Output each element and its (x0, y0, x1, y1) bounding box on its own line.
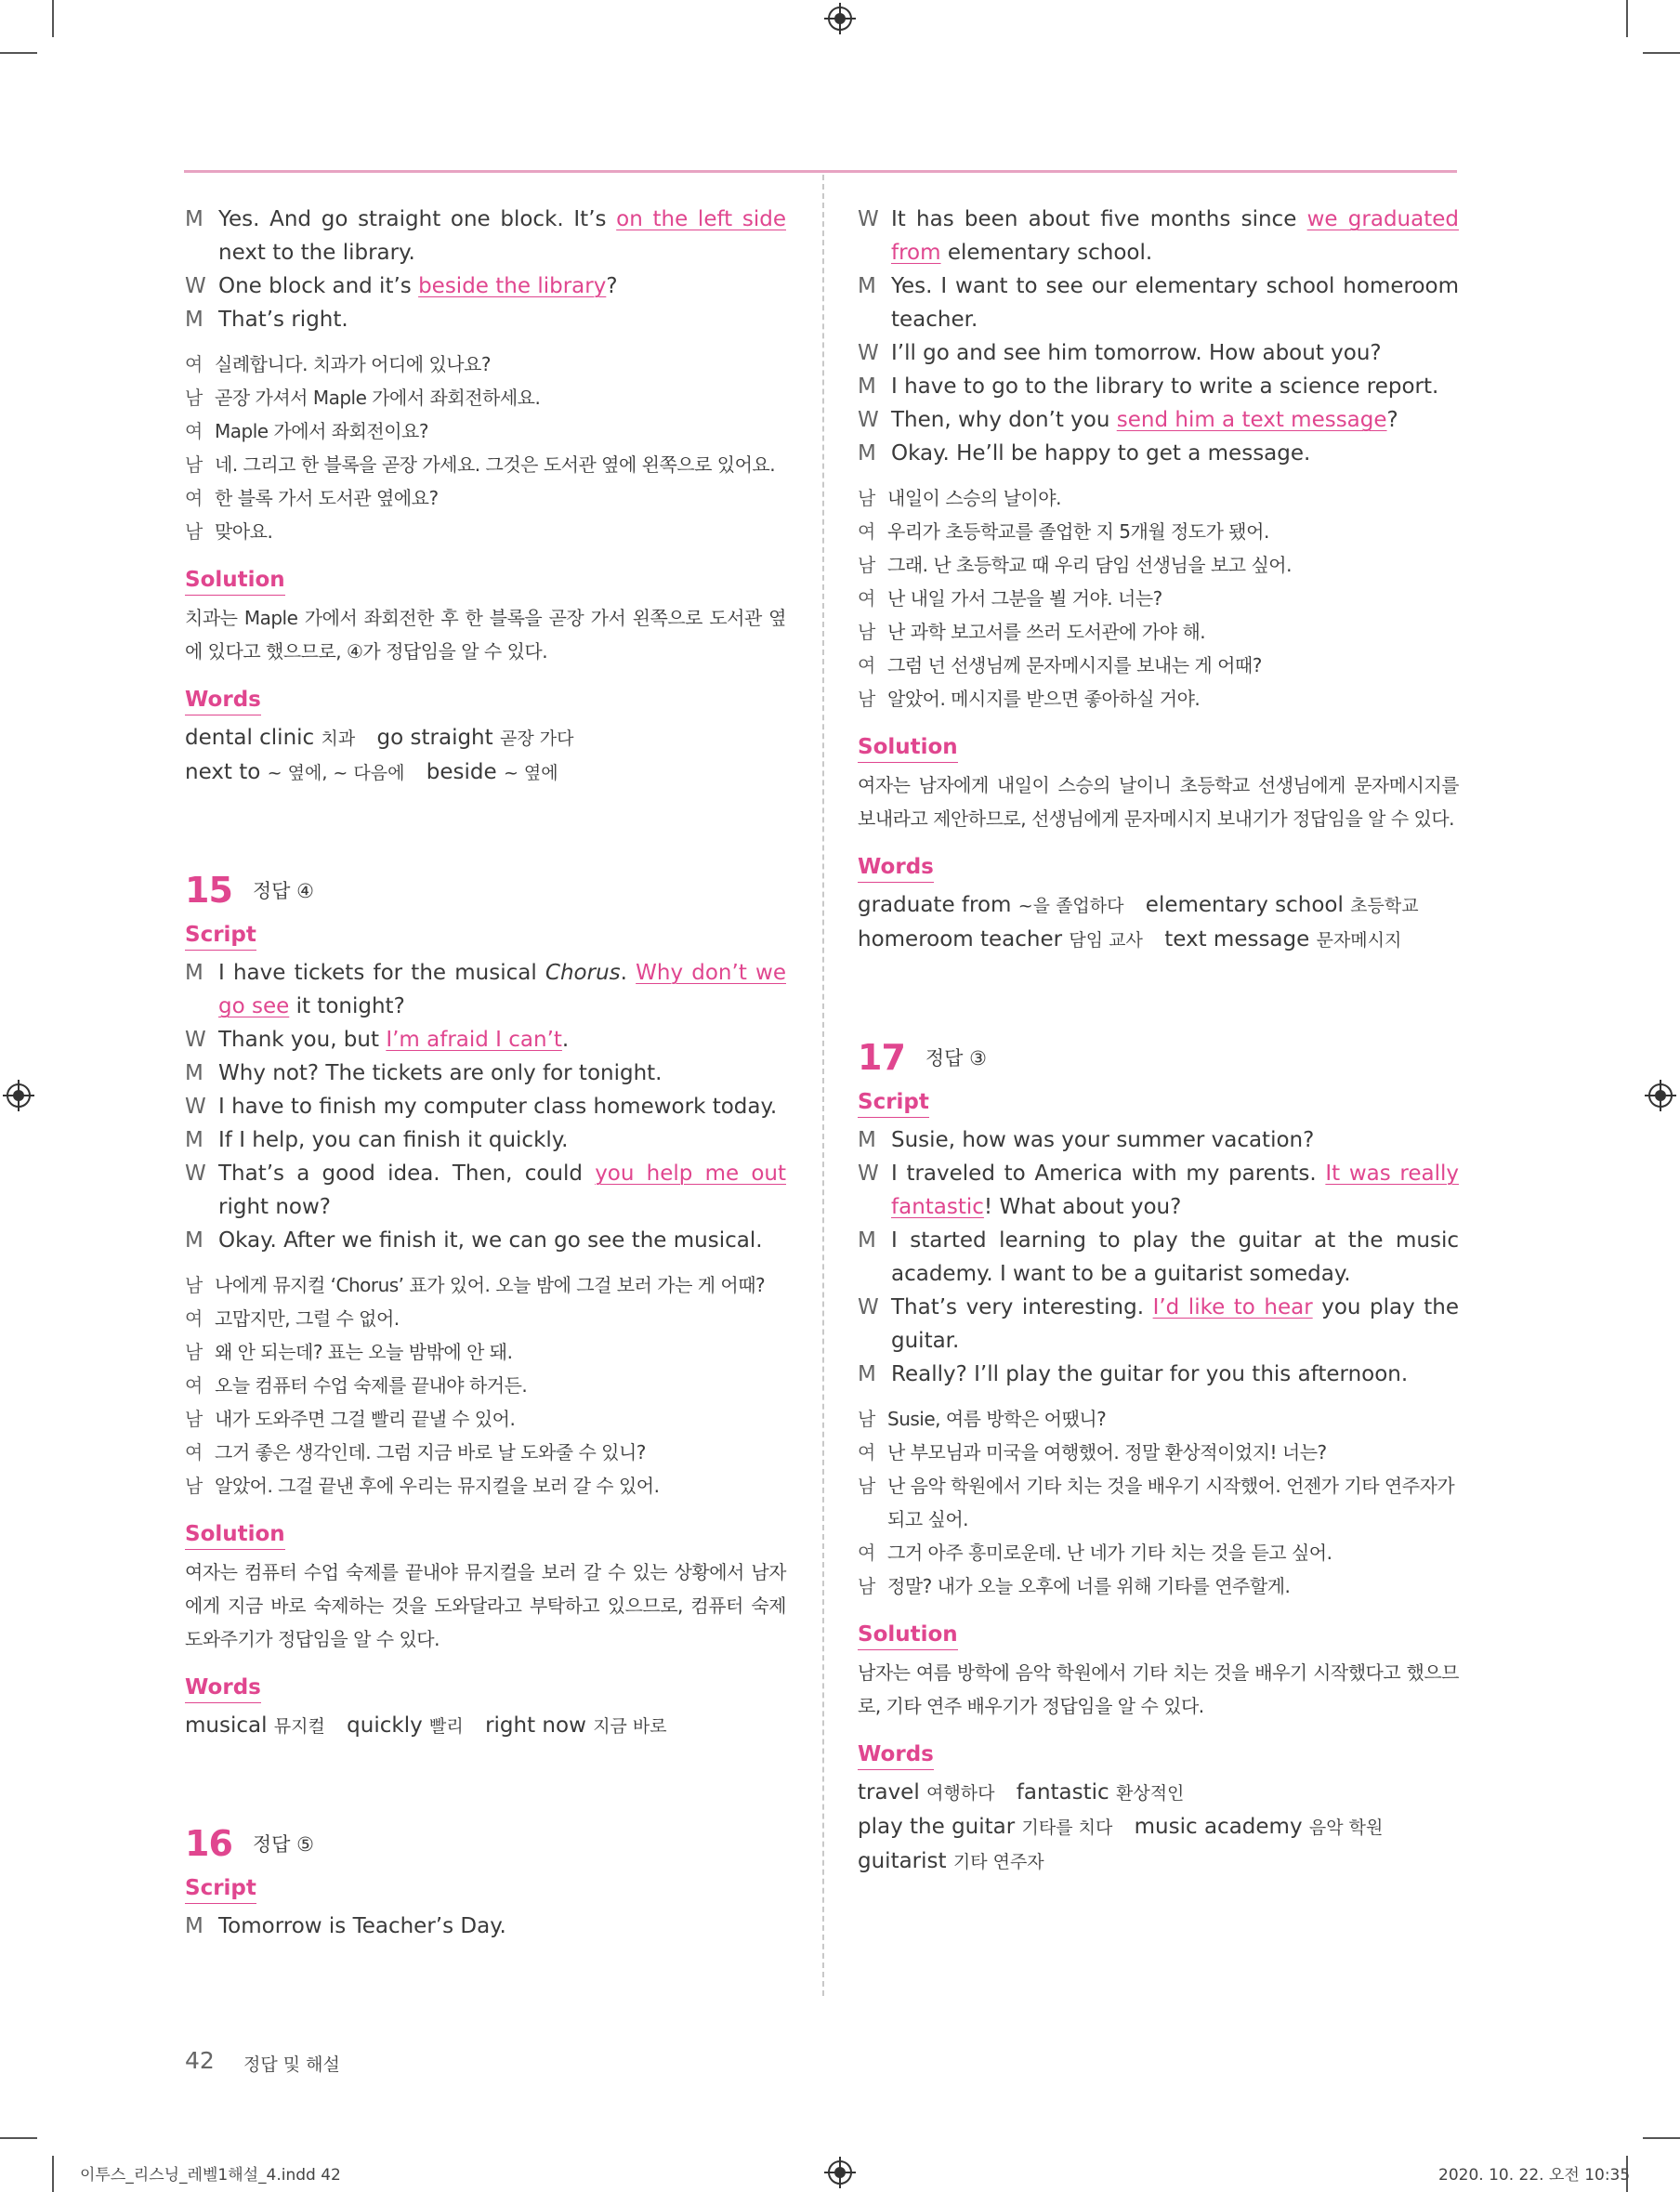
line-text: ! What about you? (983, 1195, 1182, 1219)
dialogue-line (185, 269, 786, 303)
speaker-label: M (185, 1061, 203, 1085)
dialogue-line (185, 1123, 786, 1157)
speaker-label: M (185, 1914, 203, 1938)
translation-line (858, 582, 1459, 615)
key-phrase: Why don’t we go see (218, 961, 786, 1018)
line-text: Why not? The tickets are only for tonight. (218, 1061, 663, 1085)
translation-line (185, 1436, 786, 1469)
word-korean: 문자메시지 (1316, 930, 1402, 951)
translation-text: 오늘 컴퓨터 수업 숙제를 끝내야 하거든. (215, 1374, 528, 1397)
line-text: I have to go to the library to write a science report. (891, 374, 1439, 399)
word-english: fantastic (1016, 1780, 1116, 1805)
word-english: guitarist (858, 1849, 953, 1873)
q16-korean (858, 481, 1459, 715)
script-label: Script (185, 1873, 256, 1904)
line-text: ? (606, 274, 618, 298)
word-entry (185, 1713, 325, 1738)
word-entry (858, 1780, 994, 1805)
speaker-label: 여 (185, 1374, 203, 1397)
speaker-label: W (185, 1028, 206, 1052)
q15-korean (185, 1268, 786, 1503)
answer-label: 정답 ③ (925, 1047, 987, 1070)
translation-line (185, 1268, 786, 1302)
line-text: It has been about five months since (891, 207, 1307, 231)
line-text: right now? (218, 1195, 332, 1219)
dialogue-line (185, 1090, 786, 1123)
translation-text: 실례합니다. 치과가 어디에 있나요? (215, 353, 492, 375)
speaker-label: 남 (185, 453, 203, 476)
key-phrase: I’d like to hear (1152, 1295, 1313, 1319)
speaker-label: M (185, 308, 203, 332)
word-korean: 뮤지컬 (273, 1716, 325, 1737)
word-korean: ~ 옆에, ~ 다음에 (267, 763, 405, 783)
registration-mark-icon (828, 2160, 852, 2185)
crop-mark (0, 52, 37, 54)
translation-line (185, 481, 786, 515)
speaker-label: M (858, 1128, 876, 1152)
line-text: it tonight? (289, 994, 405, 1018)
line-text: That’s a good idea. Then, could (218, 1162, 596, 1186)
crop-mark (0, 2137, 37, 2139)
word-english: music academy (1134, 1815, 1309, 1839)
key-phrase: send him a text message (1116, 408, 1387, 432)
line-text: Thank you, but (218, 1028, 387, 1052)
solution-label: Solution (185, 565, 285, 596)
line-text: I have to finish my computer class homework today. (218, 1095, 778, 1119)
speaker-label: 여 (858, 587, 875, 610)
speaker-label: M (858, 1362, 876, 1386)
speaker-label: 여 (185, 487, 203, 509)
line-text: . (620, 961, 637, 985)
line-text: If I help, you can finish it quickly. (218, 1128, 569, 1152)
registration-mark-icon (7, 1083, 31, 1108)
line-text: I’ll go and see him tomorrow. How about you? (891, 341, 1382, 365)
translation-text: 우리가 초등학교를 졸업한 지 5개월 정도가 됐어. (887, 520, 1269, 543)
translation-text: 그거 좋은 생각인데. 그럼 지금 바로 날 도와줄 수 있니? (215, 1441, 646, 1464)
word-entry (1164, 927, 1401, 952)
speaker-label: 남 (185, 1475, 203, 1497)
speaker-label: 여 (185, 420, 203, 442)
speaker-label: 여 (185, 1307, 203, 1330)
speaker-label: W (858, 207, 879, 231)
line-text: Chorus (545, 961, 621, 985)
translation-line (185, 414, 786, 448)
word-english: elementary school (1145, 893, 1351, 917)
dialogue-line (185, 1910, 786, 1943)
translation-text: Susie, 여름 방학은 어땠니? (887, 1408, 1107, 1430)
word-english: next to (185, 760, 268, 784)
q14-dialogue (185, 203, 786, 336)
dialogue-line (858, 1224, 1459, 1291)
speaker-label: W (858, 1162, 879, 1186)
word-korean: 지금 바로 (593, 1716, 667, 1737)
translation-line (185, 381, 786, 414)
word-english: travel (858, 1780, 927, 1805)
dialogue-line (185, 303, 786, 336)
dialogue-line (858, 336, 1459, 370)
speaker-label: W (858, 408, 879, 432)
word-korean: 곧장 가다 (499, 728, 574, 749)
registration-mark-icon (828, 7, 852, 31)
solution-text: 여자는 컴퓨터 수업 숙제를 끝내야 뮤지컬을 보러 갈 수 있는 상황에서 남자에게 지금 바로 숙제하는 것을 도와달라고 부탁하고 있으므로, 컴퓨터 숙제 도와주기가 정답임을 알 수 있다. (185, 1561, 786, 1650)
word-english: right now (485, 1713, 594, 1738)
words-label: Words (858, 852, 934, 883)
translation-line (858, 481, 1459, 515)
line-text: I started learning to play the guitar at the music academy. I want to be a guitarist someday. (891, 1228, 1459, 1286)
speaker-label: 여 (858, 520, 875, 543)
crop-mark (52, 2156, 54, 2192)
word-korean: 초등학교 (1350, 896, 1419, 916)
word-english: beside (426, 760, 504, 784)
word-korean: 담임 교사 (1069, 930, 1143, 951)
dialogue-line (858, 1123, 1459, 1157)
q16-dialogue (185, 1910, 786, 1943)
line-text: Okay. He’ll be happy to get a message. (891, 441, 1311, 466)
answer-label: 정답 ⑤ (252, 1833, 314, 1856)
speaker-label: W (185, 1162, 206, 1186)
speaker-label: W (858, 341, 879, 365)
question-number: 17 (858, 1037, 905, 1078)
translation-text: 나에게 뮤지컬 ‘Chorus’ 표가 있어. 오늘 밤에 그걸 보러 가는 게 어때? (215, 1274, 766, 1296)
word-entry (858, 1815, 1112, 1839)
word-entry (1146, 893, 1419, 917)
dialogue-line (858, 437, 1459, 470)
line-text: Then, why don’t you (891, 408, 1117, 432)
speaker-label: M (185, 207, 203, 231)
translation-text: 그럼 넌 선생님께 문자메시지를 보내는 게 어때? (887, 654, 1262, 676)
words-list (185, 721, 786, 790)
registration-mark-icon (1648, 1083, 1673, 1108)
word-entry (185, 760, 404, 784)
dialogue-line (858, 203, 1459, 269)
q14-korean (185, 348, 786, 548)
page-number: 42 (185, 2047, 215, 2074)
translation-text: Maple 가에서 좌회전이요? (215, 420, 428, 442)
word-entry (1017, 1780, 1185, 1805)
line-text: One block and it’s (218, 274, 419, 298)
dialogue-line (185, 203, 786, 269)
word-entry (858, 927, 1143, 952)
speaker-label: M (858, 1228, 876, 1253)
dialogue-line (858, 269, 1459, 336)
translation-line (858, 548, 1459, 582)
speaker-label: M (185, 961, 203, 985)
translation-text: 난 음악 학원에서 기타 치는 것을 배우기 시작했어. 언젠가 기타 연주자가 되고 싶어. (887, 1475, 1455, 1530)
translation-line (185, 448, 786, 481)
line-text: elementary school. (940, 241, 1153, 265)
words-list (858, 888, 1459, 957)
word-korean: 음악 학원 (1308, 1818, 1384, 1838)
speaker-label: M (185, 1228, 203, 1253)
line-text: I traveled to America with my parents. (891, 1162, 1326, 1186)
dialogue-line (185, 1224, 786, 1257)
line-text: Yes. I want to see our elementary school homeroom teacher. (891, 274, 1459, 332)
slug-filename: 이투스_리스닝_레벨1해설_4.indd 42 (80, 2166, 341, 2185)
translation-text: 알았어. 메시지를 받으면 좋아하실 거야. (887, 688, 1201, 710)
translation-line (185, 1469, 786, 1503)
q16-dialogue-continued (858, 203, 1459, 470)
column-divider (822, 175, 824, 1996)
words-label: Words (858, 1739, 934, 1770)
word-entry (185, 726, 355, 750)
words-label: Words (185, 1673, 261, 1703)
translation-line (185, 1402, 786, 1436)
translation-line (185, 1335, 786, 1369)
translation-text: 내일이 스승의 날이야. (887, 487, 1061, 509)
speaker-label: 남 (185, 1274, 203, 1296)
translation-line (858, 1536, 1459, 1569)
translation-text: 고맙지만, 그럴 수 없어. (215, 1307, 400, 1330)
speaker-label: W (185, 1095, 206, 1119)
words-list (858, 1776, 1459, 1879)
translation-line (858, 1402, 1459, 1436)
crop-mark (1643, 2137, 1680, 2139)
line-text: Okay. After we finish it, we can go see the musical. (218, 1228, 763, 1253)
speaker-label: 여 (858, 654, 875, 676)
script-label: Script (858, 1087, 929, 1118)
speaker-label: 남 (185, 387, 203, 409)
speaker-label: 남 (858, 1475, 875, 1497)
q17-korean (858, 1402, 1459, 1603)
word-entry (858, 1849, 1044, 1873)
solution-label: Solution (185, 1519, 285, 1550)
translation-text: 그래. 난 초등학교 때 우리 담임 선생님을 보고 싶어. (887, 554, 1292, 576)
solution-label: Solution (858, 1620, 958, 1650)
word-english: go straight (376, 726, 500, 750)
key-phrase: you help me out (595, 1162, 786, 1186)
word-korean: ~ 옆에 (503, 763, 558, 783)
word-korean: 여행하다 (926, 1783, 995, 1804)
dialogue-line (858, 1157, 1459, 1224)
solution-text: 남자는 여름 방학에 음악 학원에서 기타 치는 것을 배우기 시작했다고 했으므로, 기타 연주 배우기가 정답임을 알 수 있다. (858, 1661, 1459, 1717)
word-korean: 환상적인 (1116, 1783, 1185, 1804)
dialogue-line (185, 1157, 786, 1224)
word-english: musical (185, 1713, 274, 1738)
translation-text: 한 블록 가서 도서관 옆에요? (215, 487, 439, 509)
translation-line (858, 1569, 1459, 1603)
translation-text: 난 부모님과 미국을 여행했어. 정말 환상적이었지! 너는? (887, 1441, 1327, 1464)
translation-text: 난 과학 보고서를 쓰러 도서관에 가야 해. (887, 621, 1206, 643)
translation-line (858, 615, 1459, 649)
translation-line (185, 348, 786, 381)
speaker-label: M (185, 1128, 203, 1152)
speaker-label: 남 (858, 1575, 875, 1597)
translation-line (185, 1369, 786, 1402)
speaker-label: M (858, 274, 876, 298)
dialogue-line (858, 1358, 1459, 1391)
question-header (185, 1823, 786, 1864)
crop-mark (1626, 0, 1628, 37)
word-english: graduate from (858, 893, 1018, 917)
translation-text: 네. 그리고 한 블록을 곧장 가세요. 그것은 도서관 옆에 왼쪽으로 있어요. (215, 453, 776, 476)
translation-line (858, 682, 1459, 715)
line-text: Yes. And go straight one block. It’s (218, 207, 617, 231)
line-text: Susie, how was your summer vacation? (891, 1128, 1315, 1152)
translation-text: 곧장 가셔서 Maple 가에서 좌회전하세요. (215, 387, 541, 409)
solution-text: 여자는 남자에게 내일이 스승의 날이니 초등학교 선생님에게 문자메시지를 보내라고 제안하므로, 선생님에게 문자메시지 보내기가 정답임을 알 수 있다. (858, 774, 1459, 830)
answer-label: 정답 ④ (252, 880, 314, 902)
word-english: homeroom teacher (858, 927, 1070, 952)
word-english: play the guitar (858, 1815, 1022, 1839)
question-number: 15 (185, 870, 232, 911)
question-number: 16 (185, 1823, 232, 1864)
word-korean: 기타 연주자 (952, 1852, 1044, 1872)
word-entry (347, 1713, 464, 1738)
translation-line (858, 1469, 1459, 1536)
speaker-label: 남 (858, 554, 875, 576)
left-column (185, 203, 786, 1943)
solution-text: 치과는 Maple 가에서 좌회전한 후 한 블록을 곧장 가서 왼쪽으로 도서관 옆에 있다고 했으므로, ④가 정답임을 알 수 있다. (185, 607, 786, 663)
top-rule (184, 170, 1457, 173)
key-phrase: It was really fantastic (891, 1162, 1459, 1219)
word-english: dental clinic (185, 726, 322, 750)
script-label: Script (185, 920, 256, 951)
word-entry (427, 760, 558, 784)
translation-line (858, 515, 1459, 548)
dialogue-line (858, 1291, 1459, 1358)
question-header (858, 1037, 1459, 1078)
line-text: That’s right. (218, 308, 348, 332)
line-text: you play the guitar. (891, 1295, 1459, 1353)
word-entry (485, 1713, 667, 1738)
q17-dialogue (858, 1123, 1459, 1391)
dialogue-line (858, 403, 1459, 437)
crop-mark (52, 0, 54, 37)
speaker-label: W (185, 274, 206, 298)
line-text: . (561, 1028, 570, 1052)
translation-line (858, 1436, 1459, 1469)
translation-text: 내가 도와주면 그걸 빨리 끝낼 수 있어. (215, 1408, 516, 1430)
word-entry (858, 893, 1123, 917)
word-entry (1135, 1815, 1384, 1839)
translation-line (185, 1302, 786, 1335)
translation-text: 왜 안 되는데? 표는 오늘 밤밖에 안 돼. (215, 1341, 513, 1363)
speaker-label: 남 (858, 688, 875, 710)
word-english: text message (1164, 927, 1317, 952)
section-title: 정답 및 해설 (243, 2054, 340, 2075)
speaker-label: 남 (858, 487, 875, 509)
key-phrase: beside the library (418, 274, 607, 298)
translation-line (185, 515, 786, 548)
speaker-label: 여 (185, 353, 203, 375)
words-list (185, 1709, 786, 1743)
key-phrase: on the left side (616, 207, 786, 231)
right-column (858, 203, 1459, 1879)
line-text: That’s very interesting. (891, 1295, 1153, 1319)
speaker-label: 남 (185, 520, 203, 543)
line-text: Tomorrow is Teacher’s Day. (218, 1914, 506, 1938)
word-korean: 기타를 치다 (1021, 1818, 1113, 1838)
question-header (185, 870, 786, 911)
speaker-label: 남 (858, 1408, 875, 1430)
solution-label: Solution (858, 732, 958, 763)
line-text: Really? I’ll play the guitar for you this afternoon. (891, 1362, 1409, 1386)
speaker-label: M (858, 374, 876, 399)
translation-text: 그거 아주 흥미로운데. 난 네가 기타 치는 것을 듣고 싶어. (887, 1542, 1332, 1564)
dialogue-line (858, 370, 1459, 403)
dialogue-line (185, 1023, 786, 1057)
speaker-label: 남 (858, 621, 875, 643)
word-korean: 치과 (321, 728, 356, 749)
word-entry (377, 726, 574, 750)
translation-text: 맞아요. (215, 520, 273, 543)
speaker-label: 여 (858, 1441, 875, 1464)
line-text: I have tickets for the musical (218, 961, 545, 985)
word-korean: ~을 졸업하다 (1017, 896, 1124, 916)
speaker-label: M (858, 441, 876, 466)
word-korean: 빨리 (429, 1716, 464, 1737)
dialogue-line (185, 1057, 786, 1090)
speaker-label: 여 (858, 1542, 875, 1564)
line-text: next to the library. (218, 241, 415, 265)
speaker-label: 여 (185, 1441, 203, 1464)
speaker-label: W (858, 1295, 879, 1319)
slug-datetime: 2020. 10. 22. 오전 10:35 (1438, 2166, 1631, 2185)
translation-text: 정말? 내가 오늘 오후에 너를 위해 기타를 연주할게. (887, 1575, 1291, 1597)
key-phrase: I’m afraid I can’t (386, 1028, 562, 1052)
line-text: ? (1386, 408, 1398, 432)
translation-text: 난 내일 가서 그분을 뵐 거야. 너는? (887, 587, 1162, 610)
speaker-label: 남 (185, 1341, 203, 1363)
word-english: quickly (347, 1713, 430, 1738)
words-label: Words (185, 685, 261, 715)
q15-dialogue (185, 956, 786, 1257)
translation-line (858, 649, 1459, 682)
key-phrase: we graduated from (891, 207, 1459, 265)
speaker-label: 남 (185, 1408, 203, 1430)
dialogue-line (185, 956, 786, 1023)
crop-mark (1643, 52, 1680, 54)
translation-text: 알았어. 그걸 끝낸 후에 우리는 뮤지컬을 보러 갈 수 있어. (215, 1475, 660, 1497)
